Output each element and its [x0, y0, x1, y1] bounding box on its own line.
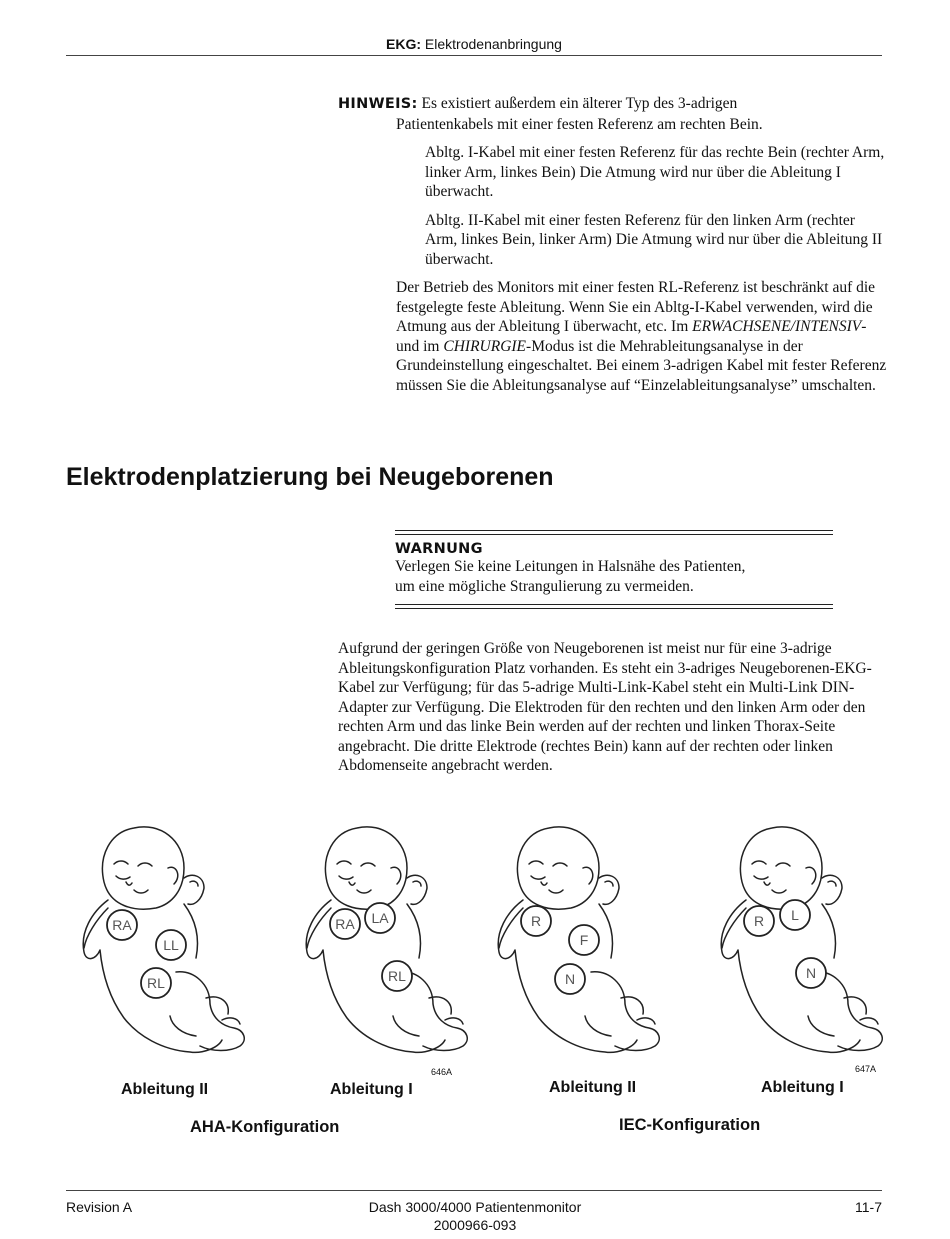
footer-revision: Revision A — [66, 1199, 133, 1215]
note-item-2: Abltg. II-Kabel mit einer festen Referenz für den linken Arm (rechter Arm, linkes Bein, linker Arm) Die Atmung wird nur über die Ableitung II überwacht. — [425, 211, 883, 268]
note-paragraph-c: -Modus ist die Mehrableitungsanalyse in der Grundeinstellung eingeschaltet. Bei einem 3-adrigen Kabel mit fester Referenz müssen Sie die Ableitungsanalyse auf “Einzelableitungsanalyse” umschalten. — [396, 337, 887, 394]
note-paragraph-b: - und im — [396, 318, 867, 355]
electrode-label-3: N — [564, 971, 576, 987]
figure-code-aha: 646A — [431, 1067, 453, 1077]
warning-box — [395, 530, 833, 609]
warning-text — [395, 557, 833, 596]
caption-iec-lead-i: Ableitung I — [761, 1079, 844, 1096]
note-block — [338, 94, 888, 395]
page-number: 11-7 — [855, 1199, 882, 1215]
electrode-label-2: L — [791, 907, 799, 923]
warning-label: WARNUNG — [395, 541, 483, 557]
body-paragraph: Aufgrund der geringen Größe von Neugeborenen ist meist nur für eine 3-adrige Ableitungskonfiguration Platz vorhanden. Es steht ein 3-adriges Neugeborenen-EKG-Kabel zur Verfügung; für das 5-adrige Multi-Link-Kabel steht ein Multi-Link DIN-Adapter zur Verfügung. Die Elektroden für den rechten und den linken Arm oder den rechten Arm und das linke Bein werden auf der rechten und linken Thorax-Seite angebracht. Die dritte Elektrode (rechtes Bein) kann auf der rechten oder linken Abdomenseite angebracht werden. — [338, 640, 872, 774]
section-title: Elektrodenplatzierung bei Neugeborenen — [66, 463, 554, 491]
warning-line-2: um eine mögliche Strangulierung zu vermeiden. — [395, 577, 694, 595]
footer-product-name: Dash 3000/4000 Patientenmonitor — [368, 1199, 582, 1215]
electrode-label-2: LL — [163, 937, 179, 953]
note-paragraph-a: Der Betrieb des Monitors mit einer festen RL-Referenz ist beschränkt auf die festgelegte feste Ableitung. Wenn Sie ein Abltg-I-Kabel verwenden, wird die Atmung aus der Ableitung I überwacht, etc. Im — [396, 279, 876, 335]
caption-aha-lead-ii: Ableitung II — [121, 1081, 209, 1098]
caption-aha-lead-i: Ableitung I — [330, 1081, 413, 1098]
header-topic: Elektrodenanbringung — [421, 36, 562, 52]
electrode-label-1: R — [530, 913, 542, 929]
header-divider — [66, 55, 882, 56]
figure-iec-lead-ii — [487, 820, 667, 1070]
note-label: HINWEIS: — [338, 96, 418, 112]
iec-config-label: IEC-Konfiguration — [619, 1116, 761, 1134]
electrode-label-2: LA — [371, 910, 389, 926]
electrode-label-2: F — [579, 932, 589, 948]
electrode-label-1: RA — [112, 917, 132, 933]
electrode-label-1: RA — [335, 916, 355, 932]
aha-config-label: AHA-Konfiguration — [190, 1118, 340, 1136]
electrode-label-3: RL — [388, 968, 406, 984]
footer-part-number: 2000966-093 — [433, 1217, 517, 1233]
figure-iec-lead-i — [710, 820, 890, 1070]
warning-top-rule — [395, 530, 833, 535]
electrode-label-3: RL — [147, 975, 165, 991]
note-line-1: Es existiert außerdem ein älterer Typ des 3-adrigen — [417, 95, 738, 112]
figure-aha-lead-i — [295, 820, 475, 1070]
note-paragraph — [338, 278, 888, 395]
electrode-label-1: R — [753, 913, 765, 929]
figure-aha-lead-ii — [72, 820, 252, 1070]
mode-adult-icu: ERWACHSENE/INTENSIV — [692, 318, 862, 335]
figure-code-iec: 647A — [855, 1064, 877, 1074]
note-item-1: Abltg. I-Kabel mit einer festen Referenz für das rechte Bein (rechter Arm, linker Arm, linkes Bein) Die Atmung wird nur über die Ableitung I überwacht. — [425, 144, 885, 200]
footer-product — [300, 1199, 650, 1233]
header-section: EKG: — [386, 36, 422, 52]
caption-iec-lead-ii: Ableitung II — [549, 1079, 637, 1096]
page-header — [66, 36, 882, 52]
mode-surgery: CHIRURGIE — [443, 337, 527, 355]
electrode-label-3: N — [805, 965, 817, 981]
warning-bottom-rule — [395, 604, 833, 609]
note-line-2: Patientenkabels mit einer festen Referenz am rechten Bein. — [396, 115, 763, 133]
footer-divider — [66, 1190, 882, 1191]
warning-line-1: Verlegen Sie keine Leitungen in Halsnähe des Patienten, — [395, 558, 746, 575]
